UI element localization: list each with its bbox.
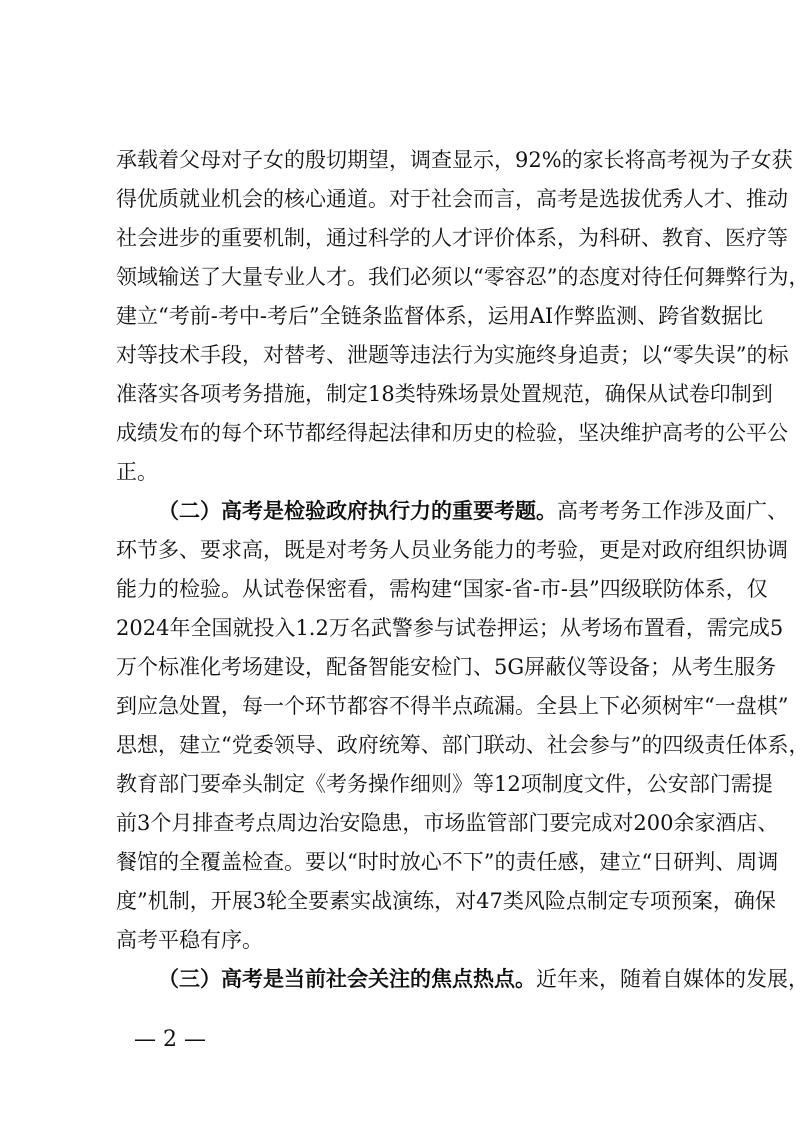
section-3-first-line: [158, 965, 809, 993]
body-line: 准落实各项考务措施，制定18类特殊场景处置规范，确保从试卷印制到: [116, 382, 773, 406]
body-line: 成绩发布的每个环节都经得起法律和历史的检验，坚决维护高考的公平公: [116, 421, 788, 445]
body-line: 教育部门要牵头制定《考务操作细则》等12项制度文件，公安部门需提: [116, 772, 773, 796]
body-line: 到应急处置，每一个环节都容不得半点疏漏。全县上下必须树牢“一盘棋”: [116, 694, 789, 718]
section-2-first-line-text: 高考考务工作涉及面广、: [557, 499, 788, 523]
body-line: 建立“考前-考中-考后”全链条监督体系，运用AI作弊监测、跨省数据比: [116, 304, 764, 328]
body-line: 社会进步的重要机制，通过科学的人才评价体系，为科研、教育、医疗等: [116, 226, 788, 250]
body-line: 正。: [116, 460, 158, 484]
page-number: — 2 —: [134, 1027, 206, 1052]
section-3-heading: （三）高考是当前社会关注的焦点热点。: [158, 966, 536, 991]
body-line: 环节多、要求高，既是对考务人员业务能力的考验，更是对政府组织协调: [116, 538, 788, 562]
body-line: 度”机制，开展3轮全要素实战演练，对47类风险点制定专项预案，确保: [116, 889, 776, 913]
body-line: 高考平稳有序。: [116, 928, 263, 952]
body-line: 能力的检验。从试卷保密看，需构建“国家-省-市-县”四级联防体系，仅: [116, 577, 768, 601]
body-line: 领域输送了大量专业人才。我们必须以“零容忍”的态度对待任何舞弊行为，: [116, 265, 809, 289]
body-line: 对等技术手段，对替考、泄题等违法行为实施终身追责；以“零失误”的标: [116, 343, 789, 367]
section-2-first-line: [158, 497, 788, 525]
section-2-heading: （二）高考是检验政府执行力的重要考题。: [158, 498, 557, 523]
body-line: 前3个月排查考点周边治安隐患，市场监管部门要完成对200余家酒店、: [116, 811, 779, 835]
section-3-first-line-text: 近年来，随着自媒体的发展，: [536, 967, 809, 991]
body-line: 思想，建立“党委领导、政府统筹、部门联动、社会参与”的四级责任体系，: [116, 733, 809, 757]
body-line: 2024年全国就投入1.2万名武警参与试卷押运；从考场布置看，需完成5: [116, 616, 784, 640]
body-line: 承载着父母对子女的殷切期望，调查显示，92%的家长将高考视为子女获: [116, 148, 793, 172]
body-line: 餐馆的全覆盖检查。要以“时时放心不下”的责任感，建立“日研判、周调: [116, 850, 779, 874]
body-line: 万个标准化考场建设，配备智能安检门、5G屏蔽仪等设备；从考生服务: [116, 655, 777, 679]
body-line: 得优质就业机会的核心通道。对于社会而言，高考是选拔优秀人才、推动: [116, 187, 788, 211]
